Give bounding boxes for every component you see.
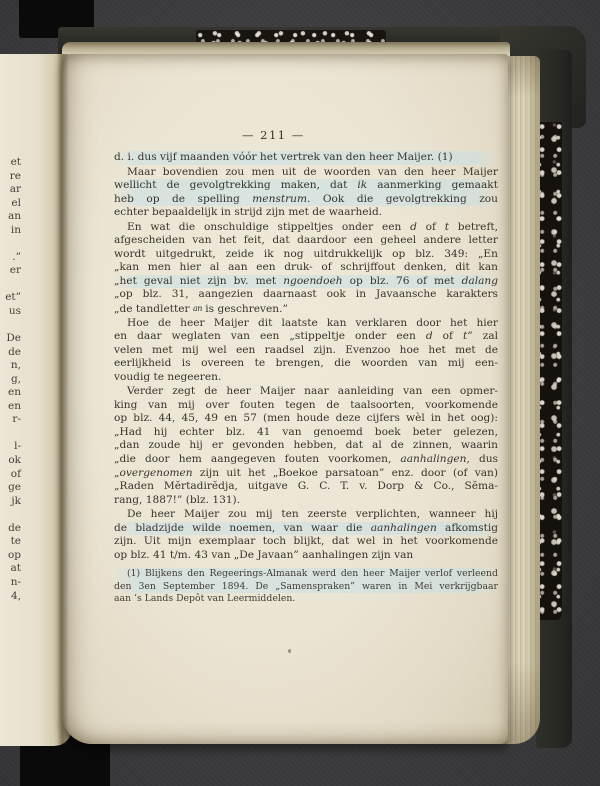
facing-page-text-fragment: de <box>8 521 21 534</box>
facing-page-text-fragment: jk <box>11 494 21 507</box>
facing-page-text-fragment: in <box>10 223 21 236</box>
facing-page-text-fragment: re <box>9 169 21 182</box>
facing-page-text-fragment: te <box>10 535 21 548</box>
text-line: eerlijkheid is overeen te brengen, die woorden van mij een- <box>114 357 498 370</box>
text-line: „die door hem aangegeven fouten voorkomen, aanhalingen, dus <box>114 453 498 466</box>
facing-page-text-fragment <box>0 237 21 251</box>
facing-page-text-fragment: en <box>8 399 21 412</box>
book-page <box>62 54 508 744</box>
page-speck <box>288 649 291 653</box>
text-line: Hoe de heer Maijer dit laatste kan verklaren door het hier <box>127 316 498 329</box>
body-text <box>114 151 498 562</box>
text-line: Maar bovendien zou men uit de woorden van den heer Maijer <box>127 165 498 178</box>
text-line: En wat die onschuldige stippeltjes onder een d of t betreft, <box>127 220 498 233</box>
paragraph <box>114 385 498 507</box>
facing-page-text-fragment: at <box>10 562 21 575</box>
facing-page-text-fragment <box>0 319 21 333</box>
text-line: „kan men hier al aan een druk- of schrijffout denken, dit kan <box>114 261 498 274</box>
text-line: De heer Maijer zou mij ten zeerste verplichten, wanneer hij <box>127 508 498 521</box>
paragraph <box>114 508 498 562</box>
text-line: „Raden Mĕrtadirĕdja, uitgave G. C. T. v. Dorp & Co., Sĕma- <box>114 480 498 493</box>
text-line: „op blz. 31, aangezien daarnaast ook in Javaansche karakters <box>114 288 498 301</box>
page-number: — 211 — <box>242 128 305 142</box>
facing-page-text-fragment: .” <box>12 250 21 263</box>
facing-page-text-fragment: et” <box>5 291 21 304</box>
facing-page-text-fragment: g, <box>10 372 21 385</box>
javanese-character: an <box>192 304 202 314</box>
paragraph <box>114 221 498 316</box>
text-line: „Had hij echter blz. 41 van genoemd boek beter gelezen, <box>114 425 498 438</box>
text-line: king van mij over fouten tegen de taalsoorten, voorkomende <box>114 398 498 411</box>
text-line: aan ’s Lands Depôt van Leermiddelen. <box>114 593 296 605</box>
text-line: voudig te negeeren. <box>114 370 222 383</box>
footnote <box>114 568 498 605</box>
facing-page-text-fragment: et <box>10 156 21 168</box>
text-line: echter bepaaldelijk in strijd zijn met de waarheid. <box>114 206 383 219</box>
facing-page-text-fragment <box>0 278 21 292</box>
text-line: Verder zegt de heer Maijer naar aanleiding van een opmer- <box>127 385 498 398</box>
gutter-crease <box>57 54 69 744</box>
text-line: heb op de spelling menstrum. Ook die gevolgtrekking zou <box>114 192 498 205</box>
facing-page-text-fragment <box>0 427 21 441</box>
facing-page-text-fragment: of <box>10 467 21 480</box>
facing-page-text-fragment: er <box>9 264 21 277</box>
facing-page-text-fragment: De <box>6 332 21 345</box>
paragraph <box>114 568 498 605</box>
facing-page-text-fragment: en <box>8 386 21 399</box>
facing-page-text-fragment <box>0 508 21 522</box>
text-line: wordt uitgedrukt, zeide ik nog uitdrukkelijk op blz. 349: „En <box>114 247 498 260</box>
text-line: rang, 1887!” (blz. 131). <box>114 493 241 506</box>
facing-page-text-fragment: el <box>11 196 21 209</box>
facing-page-text-fragment: de <box>8 345 21 358</box>
text-line: op blz. 41 t/m. 43 van „De Javaan” aanhalingen zijn van <box>114 548 414 561</box>
marbled-cover-strip <box>537 122 562 620</box>
text-line: en daar weglaten van een „stippeltje onder een d of t” zal <box>114 330 498 343</box>
text-line: „de tandletter an is geschreven.” <box>114 303 288 316</box>
text-line: (1) Blijkens den Regeerings-Almanak werd den heer Maijer verlof verleend <box>114 568 498 580</box>
text-line: „dan zoude hij er gevonden hebben, dat al de zinnen, waarin <box>114 439 498 452</box>
facing-page-text-fragment: n- <box>10 575 21 588</box>
text-line: velen met mij wel een raadsel zijn. Evenzoo hoe het met de <box>114 343 498 356</box>
text-line: wellicht de gevolgtrekking maken, dat ik aanmerking gemaakt <box>114 179 498 192</box>
facing-page-text-column <box>0 156 21 603</box>
facing-page-text-fragment: op <box>7 548 21 561</box>
paragraph <box>114 317 498 385</box>
facing-page-text-fragment: an <box>7 210 21 223</box>
text-line: afgescheiden van het feit, dat daardoor een geheel andere letter <box>114 234 498 247</box>
facing-page-text-fragment: r- <box>12 413 21 426</box>
facing-page-text-fragment: ok <box>8 454 21 467</box>
facing-page-text-fragment: n, <box>10 359 21 372</box>
paragraph <box>114 166 498 220</box>
paragraph <box>114 151 498 165</box>
facing-page-text-fragment: ar <box>9 183 21 196</box>
text-line: „het geval niet zijn bv. met ngoendoeh op blz. 76 of met dalang <box>114 274 498 287</box>
text-line: den 3en September 1894. De „Samenspraken” waren in Mei verkrijgbaar <box>114 580 498 592</box>
text-line: „overgenomen zijn uit het „Boekoe parsatoan” enz. door (of van) <box>114 466 498 479</box>
facing-page-text-fragment: 4, <box>10 589 21 602</box>
facing-page-text-fragment: ge <box>8 481 21 494</box>
text-line: op blz. 44, 45, 49 en 57 (men houde deze cijfers wèl in het oog): <box>114 412 498 425</box>
facing-page-text-fragment: us <box>8 305 21 318</box>
facing-page-text-fragment: l- <box>14 440 21 453</box>
text-line: d. i. dus vijf maanden vóór het vertrek van den heer Maijer. (1) <box>114 151 498 165</box>
text-line: de bladzijde wilde noemen, van waar die aanhalingen afkomstig <box>114 521 498 534</box>
page-text <box>114 128 498 607</box>
text-line: zijn. Uit mijn exemplaar toch blijkt, dat wel in het voorkomende <box>114 535 498 548</box>
